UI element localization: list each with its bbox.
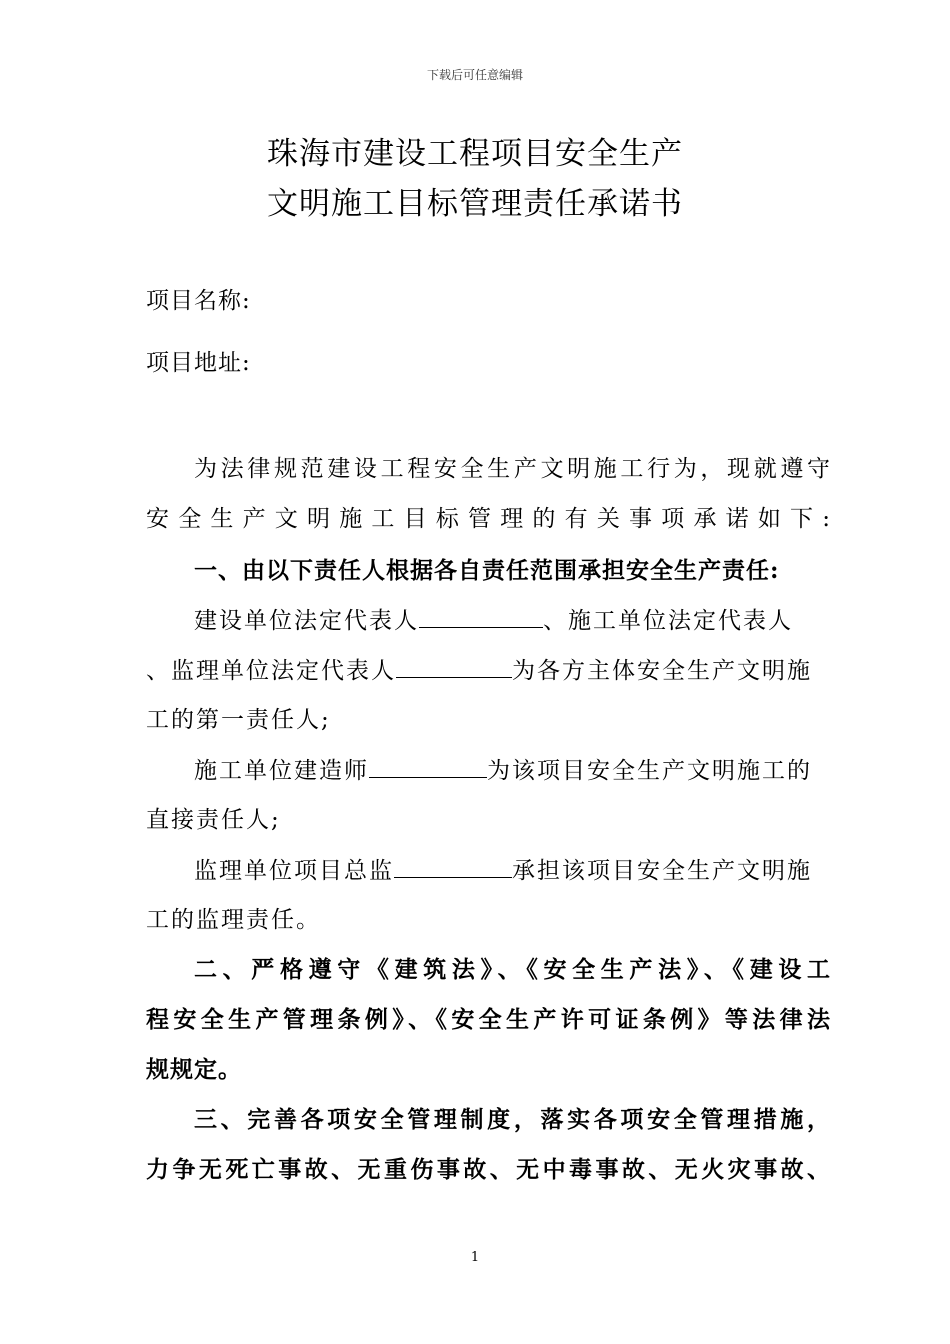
- project-address-label: 项目地址:: [146, 350, 251, 376]
- supervisor-legal-rep-blank[interactable]: [396, 653, 512, 678]
- section-1-paragraph-1-line-2: [146, 653, 830, 687]
- section-2-line-1: 二、严格遵守《建筑法》、《安全生产法》、《建设工: [194, 956, 830, 983]
- direct-responsible-text: 为该项目安全生产文明施工的: [487, 758, 812, 784]
- project-name-label: 项目名称:: [146, 288, 251, 314]
- construction-unit-legal-rep-label: 建设单位法定代表人: [194, 608, 419, 634]
- section-2-line-3: 规规定。: [146, 1056, 242, 1083]
- section-1-paragraph-3-line-1: [146, 853, 830, 887]
- constructor-blank[interactable]: [369, 753, 487, 778]
- first-responsible-text: 为各方主体安全生产文明施: [512, 658, 812, 684]
- header-note: 下载后可任意编辑: [426, 68, 523, 82]
- section-2-line-2: 程安全生产管理条例》、《安全生产许可证条例》等法律法: [146, 1006, 830, 1033]
- chief-supervisor-blank[interactable]: [394, 853, 512, 878]
- section-1-paragraph-1-line-3: 工的第一责任人;: [146, 707, 331, 733]
- constructor-label: 施工单位建造师: [194, 758, 369, 784]
- document-title-line-1: 珠海市建设工程项目安全生产: [267, 136, 683, 172]
- chief-supervisor-label: 监理单位项目总监: [194, 858, 394, 884]
- construction-unit-legal-rep-blank[interactable]: [419, 603, 543, 628]
- document-title-line-2: 文明施工目标管理责任承诺书: [267, 186, 683, 222]
- section-1-paragraph-1-line-1: [146, 603, 830, 637]
- section-1-paragraph-2-line-2: 直接责任人;: [146, 807, 281, 833]
- section-1-heading: 一、由以下责任人根据各自责任范围承担安全生产责任:: [194, 557, 780, 584]
- contractor-legal-rep-label: 、施工单位法定代表人: [543, 608, 793, 634]
- supervision-responsibility-text: 承担该项目安全生产文明施: [512, 858, 812, 884]
- section-3-line-1: 三、完善各项安全管理制度，落实各项安全管理措施，: [194, 1106, 830, 1133]
- intro-line-2: 安全生产文明施工目标管理的有关事项承诺如下:: [146, 506, 830, 532]
- page-number: 1: [470, 1250, 480, 1265]
- section-1-paragraph-3-line-2: 工的监理责任。: [146, 907, 321, 933]
- intro-line-1: 为法律规范建设工程安全生产文明施工行为，现就遵守: [194, 456, 830, 482]
- supervisor-legal-rep-label: 、监理单位法定代表人: [146, 658, 396, 684]
- section-1-paragraph-2-line-1: [146, 753, 830, 787]
- section-3-line-2: 力争无死亡事故、无重伤事故、无中毒事故、无火灾事故、: [146, 1156, 830, 1183]
